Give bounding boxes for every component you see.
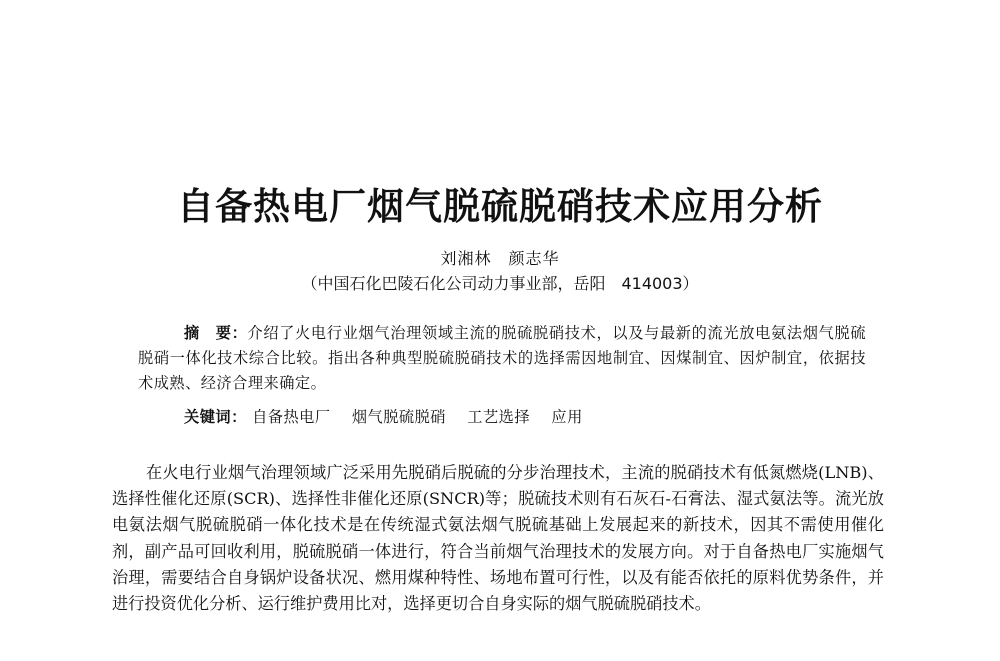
abstract	[138, 321, 866, 396]
author-affiliation: （中国石化巴陵石化公司动力事业部，岳阳 414003）	[301, 274, 699, 293]
abstract-label: 摘 要：	[184, 324, 248, 342]
body-paragraph: 在火电行业烟气治理领域广泛采用先脱硝后脱硫的分步治理技术，主流的脱硝技术有低氮燃烧(LNB)、选择性催化还原(SCR)、选择性非催化还原(SNCR)等；脱硫技术则有石灰石-石膏法、湿式氨法等。流光放电氨法烟气脱硫脱硝一体化技术是在传统湿式氨法烟气脱硫基础上发展起来的新技术，因其不需使用催化剂，副产品可回收利用，脱硫脱硝一体进行，符合当前烟气治理技术的发展方向。对于自备热电厂实施烟气治理，需要结合自身锅炉设备状况、燃用煤种特性、场地布置可行性，以及有能否依托的原料优势条件，并进行投资优化分析、运行维护费用比对，选择更切合自身实际的烟气脱硫脱硝技术。	[112, 463, 884, 614]
abstract-text: 介绍了火电行业烟气治理领域主流的脱硫脱硝技术，以及与最新的流光放电氨法烟气脱硫脱硝一体化技术综合比较。指出各种典型脱硫脱硝技术的选择需因地制宜、因煤制宜、因炉制宜，依据技术成熟、经济合理来确定。	[138, 324, 867, 392]
keyword: 工艺选择	[467, 408, 531, 426]
keywords	[184, 406, 864, 427]
keyword: 自备热电厂	[252, 408, 331, 426]
author-list: 刘湘林 颜志华	[440, 249, 560, 268]
paper-title: 自备热电厂烟气脱硫脱硝技术应用分析	[177, 185, 823, 228]
keywords-label: 关键词：	[184, 408, 247, 426]
keyword: 应用	[551, 408, 583, 426]
keyword: 烟气脱硫脱硝	[351, 408, 446, 426]
